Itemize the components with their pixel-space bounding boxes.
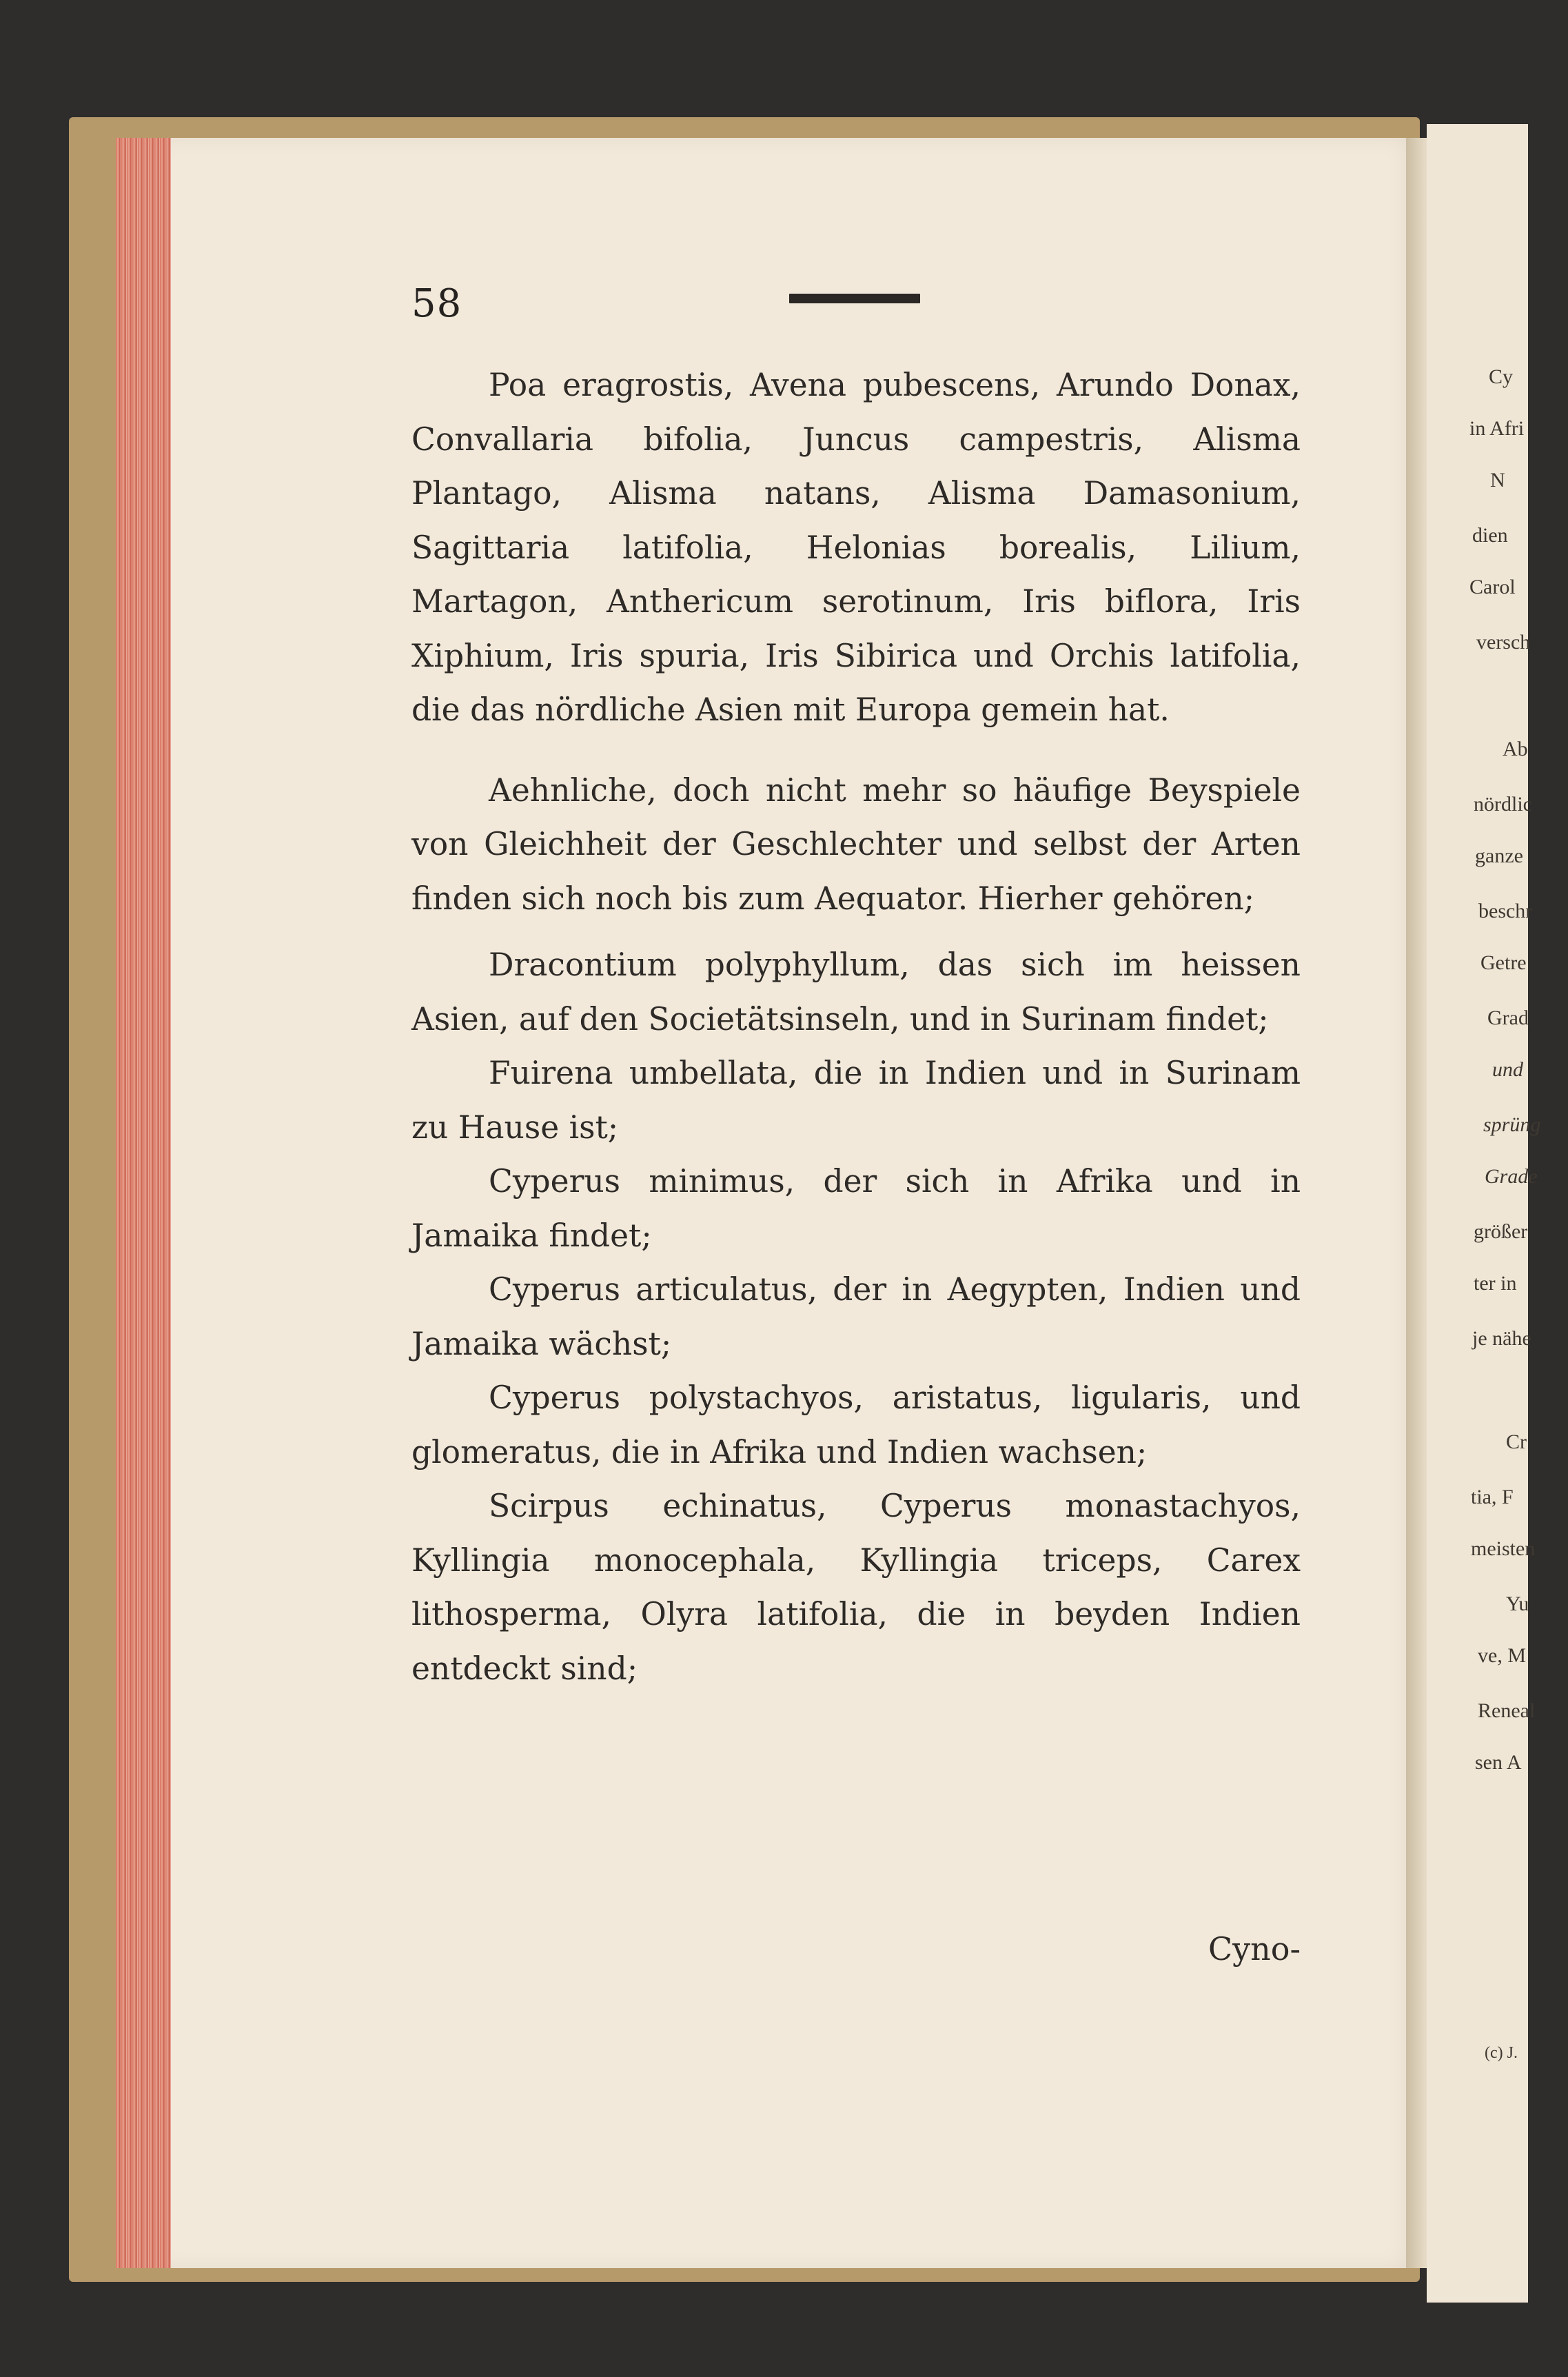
list-entry: Cyperus articulatus, der in Aegypten, Indien und Jamaika wächst; — [411, 1271, 1301, 1362]
facing-fragment: Yu — [1506, 1592, 1529, 1615]
facing-fragment: größer — [1474, 1220, 1528, 1243]
catchword: Cyno- — [1208, 1930, 1301, 1968]
facing-fragment: Grad — [1487, 1007, 1529, 1029]
facing-fragment: je nähe — [1472, 1327, 1531, 1350]
facing-fragment: sprüng — [1483, 1113, 1541, 1136]
facing-fragment: N — [1490, 469, 1505, 492]
list-entry: Scirpus echinatus, Cyperus monastachyos, Kyllingia monocephala, Kyllingia triceps, Carex lithosperma, Olyra latifolia, die in beyden Indien entdeckt sind; — [411, 1488, 1301, 1687]
page-edges — [116, 138, 171, 2268]
facing-fragment: Cy — [1489, 365, 1514, 388]
list-entry: Cyperus minimus, der sich in Afrika und in Jamaika findet; — [411, 1163, 1301, 1254]
paragraph: Poa eragrostis, Avena pubescens, Arundo Donax, Convallaria bifolia, Juncus campestris, Alisma Plantago, Alisma natans, Alisma Damasonium, Sagittaria latifolia, Helonias borealis, Lilium, Martagon, Anthericum serotinum, Iris biflora, Iris Xiphium, Iris spuria, Iris Sibirica und Orchis latifolia, die das nördliche Asien mit Europa gemein hat. — [411, 367, 1301, 728]
facing-fragment: versch — [1476, 631, 1531, 654]
page-number: 58 — [411, 281, 462, 326]
facing-fragment: ve, M — [1478, 1644, 1526, 1667]
facing-fragment: nördlic — [1474, 793, 1532, 816]
facing-fragment: und — [1492, 1058, 1523, 1081]
facing-fragment: sen A — [1475, 1751, 1522, 1774]
facing-fragment: beschr — [1478, 900, 1533, 922]
list-entry: Fuirena umbellata, die in Indien und in Surinam zu Hause ist; — [411, 1055, 1301, 1146]
page-body — [411, 358, 1301, 1696]
facing-fragment: Getre — [1480, 951, 1527, 974]
facing-page — [1427, 124, 1541, 2303]
facing-fragment: Reneal — [1478, 1699, 1536, 1722]
paragraph: Aehnliche, doch nicht mehr so häufige Beyspiele von Gleichheit der Geschlechter und selbst der Arten finden sich noch bis zum Aequator. Hierher gehören; — [411, 771, 1301, 917]
facing-fragment: in Afri — [1469, 417, 1525, 440]
facing-fragment: dien — [1472, 524, 1508, 547]
facing-fragment: tia, F — [1471, 1486, 1514, 1508]
list-entry: Dracontium polyphyllum, das sich im heissen Asien, auf den Societätsinseln, und in Surinam findet; — [411, 947, 1301, 1038]
facing-fragment: Ab — [1503, 738, 1528, 760]
header-rule — [789, 294, 920, 303]
book-gutter — [1406, 138, 1427, 2268]
facing-fragment: ganze — [1475, 844, 1523, 867]
facing-fragment: Cr — [1506, 1430, 1527, 1453]
facing-fragment: (c) J. — [1485, 2044, 1518, 2062]
facing-fragment: Carol — [1469, 576, 1516, 598]
facing-fragment: ter in — [1474, 1272, 1517, 1295]
facing-fragment: meisten — [1471, 1537, 1536, 1560]
list-entry: Cyperus polystachyos, aristatus, ligularis, und glomeratus, die in Afrika und Indien wachsen; — [411, 1379, 1301, 1470]
facing-fragment: Grade — [1485, 1165, 1538, 1188]
